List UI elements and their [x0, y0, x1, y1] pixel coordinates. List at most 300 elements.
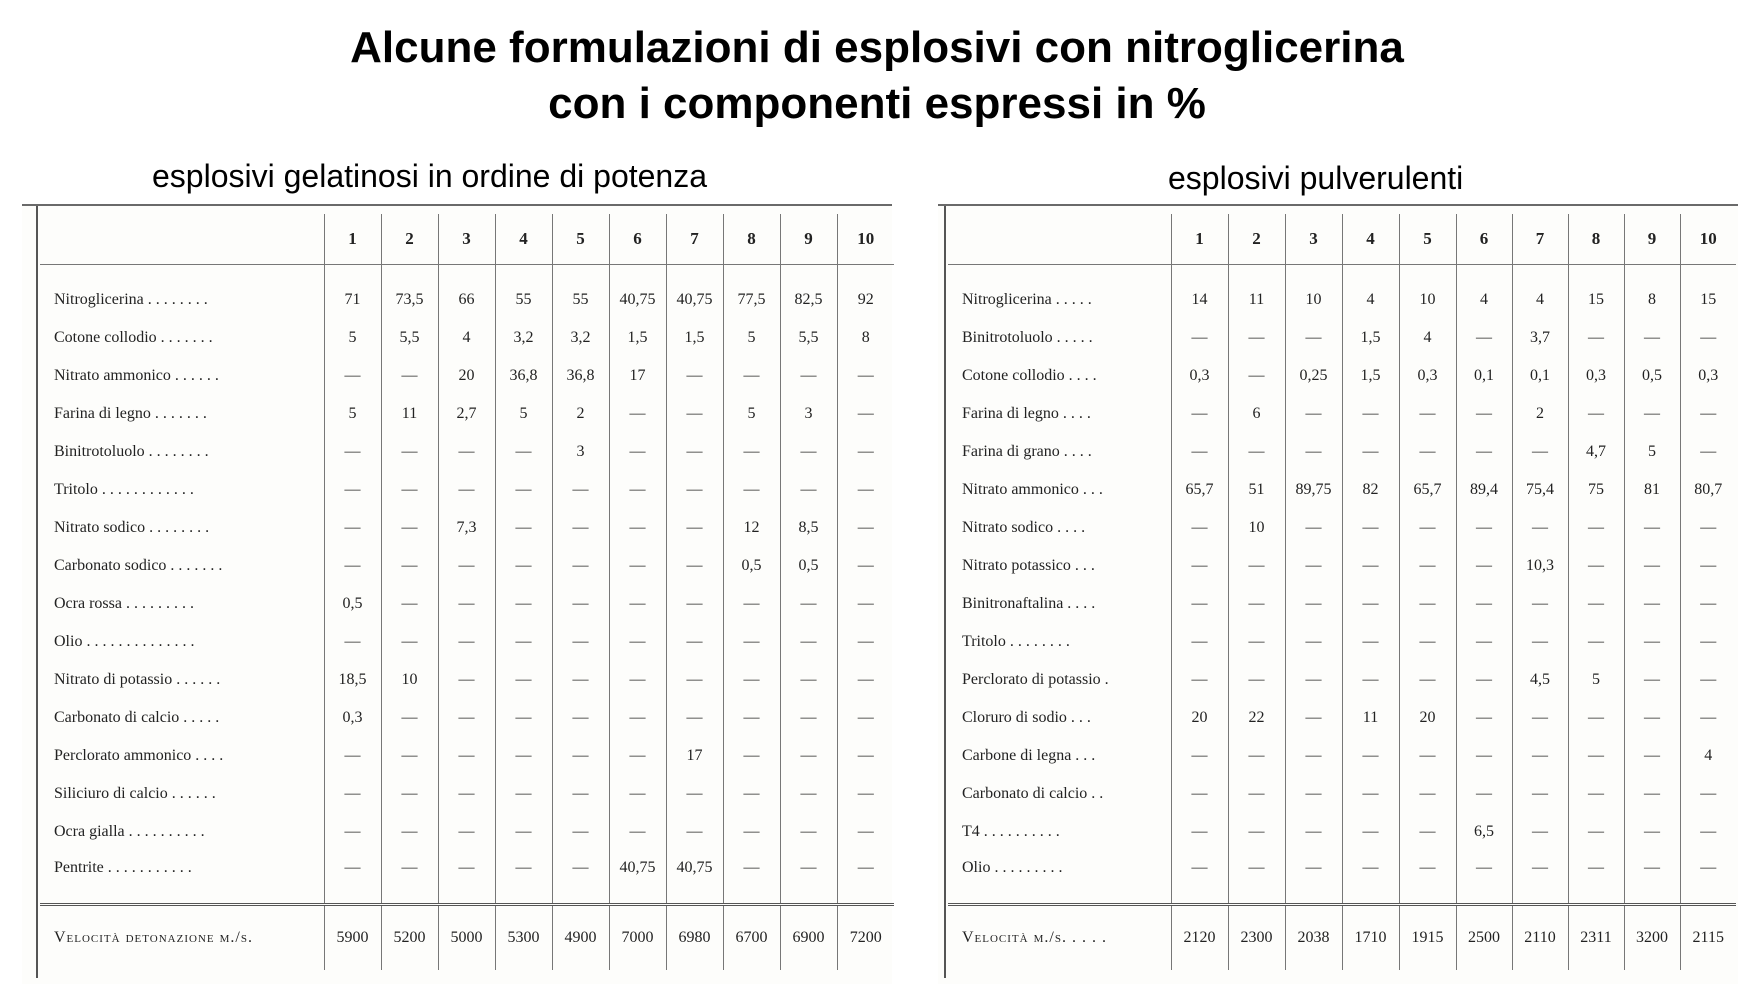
table-cell: —	[1680, 319, 1736, 357]
table-cell: 5,5	[381, 319, 438, 357]
table-cell: 10	[1285, 281, 1342, 319]
table-cell: —	[1399, 851, 1456, 905]
row-label: Perclorato di potassio .	[962, 671, 1109, 688]
table-cell: 55	[552, 281, 609, 319]
table-cell: —	[495, 433, 552, 471]
table-cell: —	[1456, 433, 1512, 471]
table-cell: 10	[1228, 509, 1285, 547]
table-cell: 75	[1568, 471, 1624, 509]
row-label: Binitrotoluolo . . . . . . . .	[54, 443, 209, 460]
table-row	[40, 509, 894, 547]
spacer-cell	[1680, 265, 1736, 282]
table-cell: 81	[1624, 471, 1680, 509]
spacer-cell	[609, 265, 666, 282]
table-cell: —	[1680, 775, 1736, 813]
table-cell: —	[666, 775, 723, 813]
table-cell: —	[552, 585, 609, 623]
table-cell: —	[666, 813, 723, 851]
table-cell: —	[780, 471, 837, 509]
table-cell: —	[1568, 813, 1624, 851]
spacer-cell	[837, 265, 894, 282]
table-row	[948, 623, 1736, 661]
table-row	[40, 357, 894, 395]
table-cell: 3,2	[552, 319, 609, 357]
table-row	[40, 851, 894, 905]
row-label: Tritolo . . . . . . . .	[962, 633, 1070, 650]
table-row	[40, 661, 894, 699]
table-cell: —	[780, 357, 837, 395]
spacer-cell	[1512, 265, 1568, 282]
table-row	[948, 813, 1736, 851]
row-label: Ocra rossa . . . . . . . . .	[54, 595, 194, 612]
table-corner	[948, 214, 1171, 265]
table-cell: —	[1342, 661, 1399, 699]
table-cell: —	[1285, 737, 1342, 775]
table-cell: —	[495, 471, 552, 509]
table-cell: —	[780, 775, 837, 813]
table-cell: 15	[1680, 281, 1736, 319]
table-cell: —	[324, 737, 381, 775]
table-cell: —	[1680, 661, 1736, 699]
table-cell: —	[1680, 509, 1736, 547]
table-row	[948, 737, 1736, 775]
table-cell: 5	[495, 395, 552, 433]
table-cell: —	[381, 547, 438, 585]
table-cell: —	[1456, 319, 1512, 357]
table-cell: 4	[438, 319, 495, 357]
table-row	[948, 281, 1736, 319]
gelatinosi-table	[40, 214, 894, 970]
spacer-cell	[1456, 265, 1512, 282]
velocity-cell: 5300	[495, 905, 552, 971]
table-cell: —	[837, 471, 894, 509]
gelatinosi-sheet	[22, 204, 892, 984]
table-cell: 82,5	[780, 281, 837, 319]
table-cell: 77,5	[723, 281, 780, 319]
table-cell: —	[1285, 699, 1342, 737]
table-cell: —	[723, 471, 780, 509]
table-cell: 0,3	[1171, 357, 1228, 395]
table-cell: —	[381, 471, 438, 509]
velocity-cell: 6900	[780, 905, 837, 971]
table-cell: —	[381, 851, 438, 905]
table-cell: —	[1680, 813, 1736, 851]
table-cell: 0,3	[1680, 357, 1736, 395]
table-cell: —	[609, 509, 666, 547]
table-cell: 80,7	[1680, 471, 1736, 509]
velocity-cell: 2110	[1512, 905, 1568, 971]
velocity-cell: 6700	[723, 905, 780, 971]
table-cell: —	[837, 433, 894, 471]
table-cell: —	[1456, 699, 1512, 737]
table-row	[40, 585, 894, 623]
column-header: 3	[438, 214, 495, 265]
table-cell: 1,5	[1342, 357, 1399, 395]
table-cell: —	[1228, 813, 1285, 851]
table-cell: 8,5	[780, 509, 837, 547]
row-label: Cotone collodio . . . . . . .	[54, 329, 213, 346]
column-header: 5	[552, 214, 609, 265]
table-cell: —	[1171, 585, 1228, 623]
table-cell: 20	[1171, 699, 1228, 737]
table-cell: —	[438, 547, 495, 585]
column-header: 1	[324, 214, 381, 265]
column-header: 9	[1624, 214, 1680, 265]
table-cell: —	[609, 699, 666, 737]
table-cell: —	[1456, 395, 1512, 433]
table-row	[948, 395, 1736, 433]
table-cell: —	[552, 509, 609, 547]
table-cell: —	[1568, 585, 1624, 623]
row-label: Farina di legno . . . .	[962, 405, 1091, 422]
table-cell: —	[1342, 509, 1399, 547]
table-cell: 5	[1568, 661, 1624, 699]
table-row	[948, 319, 1736, 357]
table-cell: 22	[1228, 699, 1285, 737]
table-row	[948, 547, 1736, 585]
table-cell: —	[1171, 775, 1228, 813]
table-cell: —	[723, 851, 780, 905]
table-cell: —	[723, 813, 780, 851]
table-cell: —	[381, 623, 438, 661]
table-cell: —	[1624, 585, 1680, 623]
table-cell: —	[1568, 851, 1624, 905]
table-row	[40, 699, 894, 737]
table-cell: —	[609, 395, 666, 433]
table-cell: 75,4	[1512, 471, 1568, 509]
row-label: Nitrato ammonico . . .	[962, 481, 1103, 498]
velocity-cell: 1915	[1399, 905, 1456, 971]
column-header: 10	[837, 214, 894, 265]
column-header: 3	[1285, 214, 1342, 265]
table-cell: —	[1624, 661, 1680, 699]
table-cell: —	[837, 813, 894, 851]
table-cell: —	[666, 357, 723, 395]
table-cell: 65,7	[1399, 471, 1456, 509]
table-cell: —	[780, 813, 837, 851]
table-row	[948, 585, 1736, 623]
table-cell: 55	[495, 281, 552, 319]
table-cell: —	[552, 471, 609, 509]
table-cell: —	[837, 395, 894, 433]
spacer-cell	[40, 265, 324, 282]
row-label: Carbonato di calcio . .	[962, 785, 1104, 802]
table-cell: 1,5	[1342, 319, 1399, 357]
row-label: Nitrato sodico . . . . . . . .	[54, 519, 210, 536]
table-cell: —	[666, 623, 723, 661]
table-cell: 71	[324, 281, 381, 319]
table-cell: —	[1285, 433, 1342, 471]
table-cell: —	[1228, 851, 1285, 905]
table-cell: —	[1228, 775, 1285, 813]
table-cell: 0,5	[324, 585, 381, 623]
table-cell: 40,75	[609, 281, 666, 319]
table-cell: —	[1342, 395, 1399, 433]
row-label: Binitronaftalina . . . .	[962, 595, 1096, 612]
table-cell: —	[495, 699, 552, 737]
table-row	[948, 775, 1736, 813]
table-cell: 4	[1342, 281, 1399, 319]
velocity-cell: 2120	[1171, 905, 1228, 971]
table-cell: —	[1285, 623, 1342, 661]
table-cell: —	[438, 661, 495, 699]
velocity-cell: 7200	[837, 905, 894, 971]
table-cell: —	[1624, 547, 1680, 585]
table-cell: —	[381, 699, 438, 737]
table-cell: 1,5	[609, 319, 666, 357]
velocity-cell: 3200	[1624, 905, 1680, 971]
column-header: 8	[723, 214, 780, 265]
table-cell: —	[381, 737, 438, 775]
table-cell: —	[324, 623, 381, 661]
table-cell: —	[1456, 661, 1512, 699]
table-cell: —	[1512, 775, 1568, 813]
table-cell: 0,3	[1399, 357, 1456, 395]
table-cell: —	[324, 471, 381, 509]
column-header: 4	[495, 214, 552, 265]
table-cell: —	[837, 623, 894, 661]
row-label: Binitrotoluolo . . . . .	[962, 329, 1093, 346]
table-cell: 36,8	[552, 357, 609, 395]
table-cell: —	[1456, 585, 1512, 623]
table-cell: —	[1568, 775, 1624, 813]
table-cell: —	[666, 509, 723, 547]
table-cell: —	[780, 851, 837, 905]
table-cell: —	[552, 775, 609, 813]
table-row	[40, 471, 894, 509]
table-cell: —	[324, 357, 381, 395]
column-header: 7	[1512, 214, 1568, 265]
row-label: Pentrite . . . . . . . . . . .	[54, 859, 192, 876]
table-cell: —	[1680, 699, 1736, 737]
table-cell: —	[723, 699, 780, 737]
spacer-cell	[948, 265, 1171, 282]
gelatinosi-heading: esplosivi gelatinosi in ordine di potenza	[152, 158, 708, 194]
row-label: Nitroglicerina . . . . . . . .	[54, 291, 208, 308]
table-cell: —	[1680, 395, 1736, 433]
table-cell: —	[837, 737, 894, 775]
table-cell: —	[609, 775, 666, 813]
table-cell: —	[1624, 699, 1680, 737]
column-header: 4	[1342, 214, 1399, 265]
table-cell: 18,5	[324, 661, 381, 699]
table-row	[948, 471, 1736, 509]
table-cell: —	[495, 851, 552, 905]
table-row	[40, 775, 894, 813]
table-cell: 7,3	[438, 509, 495, 547]
table-cell: —	[1512, 623, 1568, 661]
spacer-cell	[1228, 265, 1285, 282]
table-cell: —	[837, 357, 894, 395]
table-cell: —	[666, 661, 723, 699]
table-cell: —	[1568, 547, 1624, 585]
table-row	[40, 623, 894, 661]
table-cell: —	[1624, 813, 1680, 851]
column-header: 6	[1456, 214, 1512, 265]
table-cell: —	[1171, 433, 1228, 471]
spacer-cell	[324, 265, 381, 282]
table-cell: —	[780, 699, 837, 737]
table-cell: —	[324, 775, 381, 813]
table-cell: 0,1	[1512, 357, 1568, 395]
table-cell: —	[1680, 623, 1736, 661]
table-cell: 10	[381, 661, 438, 699]
velocity-cell: 5000	[438, 905, 495, 971]
velocity-cell: 2311	[1568, 905, 1624, 971]
table-cell: —	[666, 471, 723, 509]
table-cell: 17	[609, 357, 666, 395]
table-cell: —	[1228, 585, 1285, 623]
table-cell: 0,25	[1285, 357, 1342, 395]
table-cell: —	[495, 661, 552, 699]
table-cell: —	[837, 851, 894, 905]
table-cell: 6,5	[1456, 813, 1512, 851]
table-cell: —	[552, 547, 609, 585]
row-label: Nitroglicerina . . . . .	[962, 291, 1092, 308]
table-cell: 6	[1228, 395, 1285, 433]
table-cell: 0,5	[723, 547, 780, 585]
table-cell: —	[837, 699, 894, 737]
velocity-cell: 4900	[552, 905, 609, 971]
velocity-cell: 5900	[324, 905, 381, 971]
table-cell: —	[495, 585, 552, 623]
table-cell: —	[495, 813, 552, 851]
row-label: Perclorato ammonico . . . .	[54, 747, 224, 764]
velocity-cell: 2115	[1680, 905, 1736, 971]
table-cell: —	[1399, 737, 1456, 775]
table-cell: —	[1512, 699, 1568, 737]
table-cell: 0,5	[1624, 357, 1680, 395]
table-cell: 2,7	[438, 395, 495, 433]
row-label: Carbonato sodico . . . . . . .	[54, 557, 223, 574]
table-cell: 5	[324, 319, 381, 357]
table-cell: —	[1171, 661, 1228, 699]
table-cell: —	[1512, 813, 1568, 851]
table-cell: —	[1285, 319, 1342, 357]
table-cell: 0,5	[780, 547, 837, 585]
table-cell: 51	[1228, 471, 1285, 509]
table-cell: 40,75	[666, 281, 723, 319]
table-cell: —	[438, 851, 495, 905]
velocity-cell: 2038	[1285, 905, 1342, 971]
row-label: Carbonato di calcio . . . . .	[54, 709, 220, 726]
table-cell: —	[495, 737, 552, 775]
table-cell: —	[837, 547, 894, 585]
table-cell: —	[1171, 623, 1228, 661]
table-cell: —	[552, 699, 609, 737]
table-cell: —	[381, 585, 438, 623]
table-row	[948, 357, 1736, 395]
row-label: Olio . . . . . . . . .	[962, 859, 1063, 876]
table-cell: —	[1228, 433, 1285, 471]
table-cell: —	[1456, 623, 1512, 661]
table-cell: 4	[1456, 281, 1512, 319]
table-cell: 65,7	[1171, 471, 1228, 509]
table-cell: —	[609, 661, 666, 699]
table-cell: —	[552, 623, 609, 661]
row-label: Nitrato potassico . . .	[962, 557, 1095, 574]
table-cell: —	[1342, 851, 1399, 905]
table-cell: —	[438, 699, 495, 737]
table-row	[40, 813, 894, 851]
column-header: 7	[666, 214, 723, 265]
spacer-cell	[1285, 265, 1342, 282]
table-cell: —	[1399, 395, 1456, 433]
table-cell: —	[780, 623, 837, 661]
table-cell: —	[381, 775, 438, 813]
table-cell: 5	[723, 395, 780, 433]
table-cell: —	[1399, 585, 1456, 623]
table-cell: —	[438, 813, 495, 851]
table-cell: —	[609, 547, 666, 585]
table-cell: —	[438, 775, 495, 813]
spacer-cell	[780, 265, 837, 282]
row-label: Cotone collodio . . . .	[962, 367, 1097, 384]
table-cell: 92	[837, 281, 894, 319]
table-cell: —	[1342, 775, 1399, 813]
table-cell: 10	[1399, 281, 1456, 319]
velocity-label: Velocità detonazione m./s.	[40, 905, 324, 971]
column-header: 2	[381, 214, 438, 265]
table-cell: —	[495, 623, 552, 661]
velocity-cell: 2500	[1456, 905, 1512, 971]
table-cell: —	[837, 775, 894, 813]
pulverulenti-table	[948, 214, 1736, 970]
table-cell: —	[1285, 395, 1342, 433]
table-cell: 4	[1680, 737, 1736, 775]
table-cell: —	[837, 661, 894, 699]
row-label: T4 . . . . . . . . . .	[962, 823, 1060, 840]
table-cell: —	[1624, 319, 1680, 357]
table-cell: 36,8	[495, 357, 552, 395]
table-cell: 17	[666, 737, 723, 775]
table-cell: —	[723, 775, 780, 813]
table-cell: 5,5	[780, 319, 837, 357]
table-cell: —	[780, 433, 837, 471]
table-cell: 3,7	[1512, 319, 1568, 357]
table-cell: —	[438, 433, 495, 471]
table-row	[948, 509, 1736, 547]
table-cell: —	[1228, 623, 1285, 661]
spacer-cell	[666, 265, 723, 282]
table-cell: —	[780, 737, 837, 775]
table-cell: —	[723, 623, 780, 661]
spacer-cell	[495, 265, 552, 282]
table-cell: —	[1228, 737, 1285, 775]
table-cell: —	[1285, 813, 1342, 851]
table-cell: —	[1512, 509, 1568, 547]
table-cell: —	[324, 509, 381, 547]
table-cell: —	[438, 585, 495, 623]
table-cell: —	[1456, 851, 1512, 905]
spacer-cell	[438, 265, 495, 282]
table-cell: —	[1342, 433, 1399, 471]
spacer-cell	[1399, 265, 1456, 282]
table-cell: —	[1285, 547, 1342, 585]
table-cell: —	[1568, 509, 1624, 547]
table-cell: —	[552, 813, 609, 851]
column-header: 5	[1399, 214, 1456, 265]
table-cell: —	[1568, 737, 1624, 775]
table-cell: 20	[1399, 699, 1456, 737]
row-label: Farina di grano . . . .	[962, 443, 1092, 460]
gelatinosi-border	[36, 206, 38, 978]
table-cell: —	[723, 357, 780, 395]
table-cell: —	[552, 737, 609, 775]
table-cell: —	[324, 547, 381, 585]
table-cell: —	[1228, 319, 1285, 357]
page-subtitle: con i componenti espressi in %	[548, 79, 1206, 128]
